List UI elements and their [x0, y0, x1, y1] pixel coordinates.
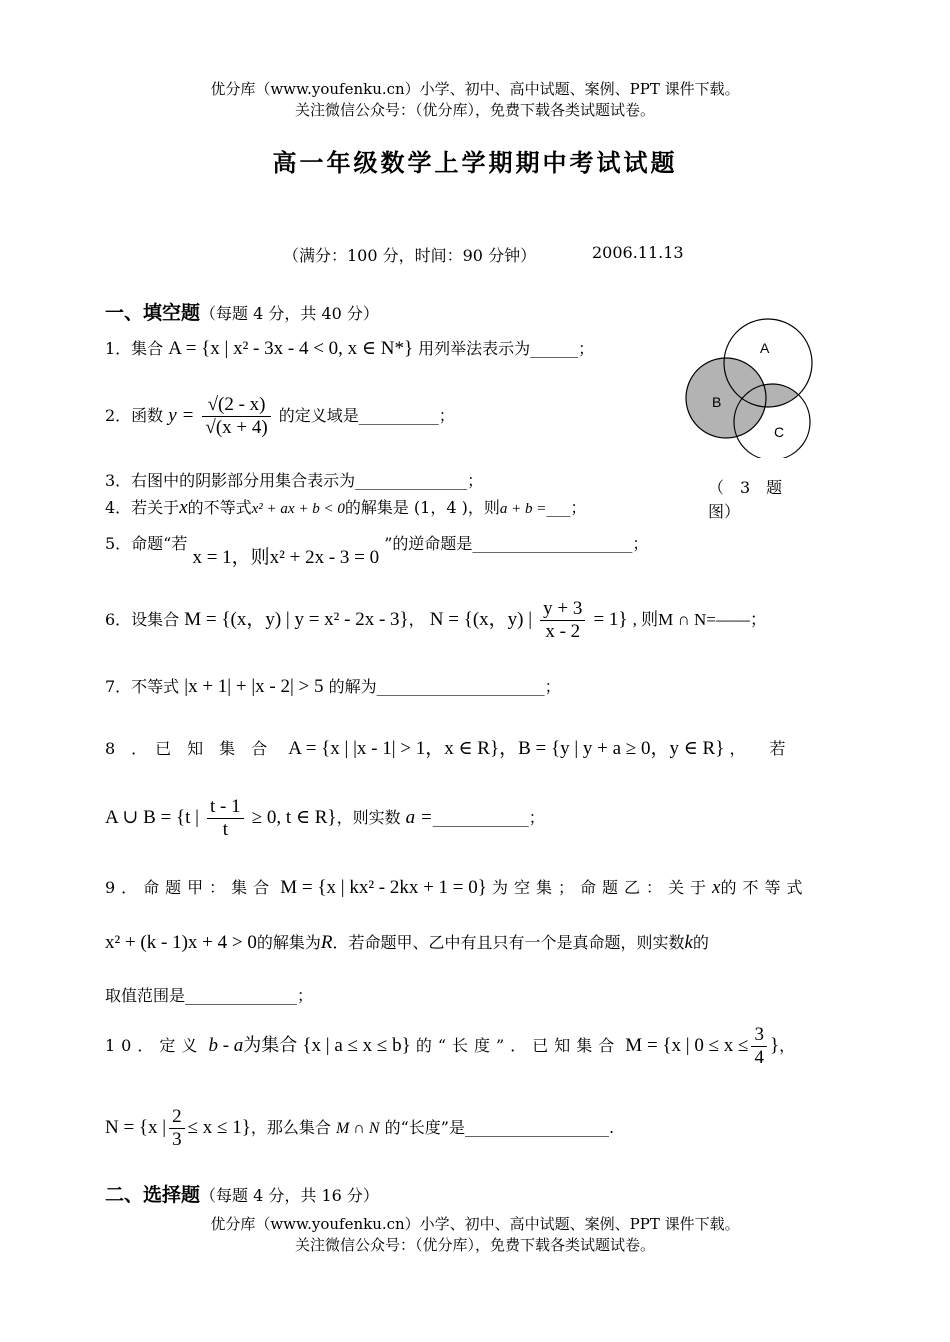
q8-numerator: t - 1	[207, 796, 244, 819]
question-9-line-2	[105, 930, 709, 954]
q10-n-denominator: 3	[172, 1129, 182, 1150]
q9-suffix2: 的	[692, 933, 709, 952]
question-2	[105, 394, 455, 439]
q6-denominator: x - 2	[545, 621, 581, 642]
section-2-heading	[105, 1180, 379, 1207]
q1-prefix: 1．集合	[105, 339, 164, 358]
q8-set-b: ，B = {y | y + a ≥ 0，y ∈ R}	[499, 738, 725, 759]
q8-union-end: ≥ 0, t ∈ R}	[251, 807, 337, 828]
q6-prefix: 6．设集合	[105, 610, 180, 629]
q10-m-fraction	[751, 1024, 767, 1069]
section-2-note: （每题 4 分，共 16 分）	[200, 1186, 379, 1205]
section-2-title: 二、选择题	[105, 1184, 201, 1206]
q4-suffix: ___；	[546, 498, 587, 517]
q10-mn: M ∩ N	[335, 1120, 380, 1137]
q2-y: y =	[168, 405, 195, 426]
question-4	[105, 495, 586, 519]
footer-line-1: 优分库（www.youfenku.cn）小学、初中、高中试题、案例、PPT 课件下载。	[210, 1215, 740, 1233]
q10-n-start: N = {x |	[105, 1117, 167, 1138]
q10-diff: b - a	[208, 1035, 244, 1056]
q6-set-n-start: N = {(x，y) |	[429, 609, 533, 630]
question-6	[105, 598, 767, 643]
q8-a: a =	[405, 807, 433, 828]
q6-suffix: , 则M ∩ N=——；	[632, 610, 767, 629]
venn-caption-1: （ 3 题	[708, 478, 783, 497]
q6-fraction	[540, 598, 585, 643]
question-10-line-1	[105, 1024, 795, 1069]
q9-k: k	[684, 932, 693, 953]
q2-numerator: √(2 - x)	[202, 394, 270, 417]
q8-union-start: A ∪ B = {t |	[105, 807, 199, 828]
q5-prefix: 5．命题“若	[105, 534, 188, 553]
q6-set-n-end: = 1}	[593, 609, 628, 630]
page-title: 高一年级数学上学期期中考试试题	[272, 148, 678, 177]
q9-x: x	[712, 877, 721, 898]
q1-set: A = {x | x² - 3x - 4 < 0, x ∈ N*}	[168, 338, 414, 359]
venn-label-b: B	[712, 394, 722, 410]
q10-m-start: M = {x | 0 ≤ x ≤	[625, 1035, 749, 1056]
q2-denominator: √(x + 4)	[205, 417, 268, 438]
venn-label-a: A	[760, 340, 770, 356]
q10-comma: ，	[779, 1036, 796, 1055]
q10-mid: 为集合	[243, 1035, 298, 1056]
q9-prefix: 9．命题甲：集合	[105, 878, 276, 897]
q9-mid2: 的解集为	[256, 933, 321, 952]
q9-r: R	[320, 932, 333, 953]
footer-line-2: 关注微信公众号：（优分库），免费下载各类试题试卷。	[294, 1236, 655, 1254]
q6-set-m: M = {(x，y) | y = x² - 2x - 3}	[184, 609, 409, 630]
q4-mid: 的不等式	[187, 498, 252, 517]
q10-suffix: 的“长度”是__________________.	[384, 1118, 615, 1137]
question-10-line-2	[105, 1106, 614, 1151]
q9-mid: 为空集；命题乙：关于	[491, 878, 712, 897]
question-9-line-1	[105, 875, 808, 899]
q7-prefix: 7．不等式	[105, 677, 180, 696]
q7-math: |x + 1| + |x - 2| > 5	[184, 676, 324, 697]
q10-n-end: ≤ x ≤ 1}	[187, 1117, 251, 1138]
header-line-1: 优分库（www.youfenku.cn）小学、初中、高中试题、案例、PPT 课件下载。	[210, 80, 740, 98]
q10-n-fraction	[169, 1106, 185, 1151]
q6-comma: ，	[408, 610, 425, 629]
question-8-line-2	[105, 796, 545, 841]
header-line-2: 关注微信公众号：（优分库），免费下载各类试题试卷。	[294, 101, 655, 119]
q9-inequality: x² + (k - 1)x + 4 > 0	[105, 932, 257, 953]
exam-info: （满分：100 分，时间：90 分钟）	[283, 246, 537, 265]
q2-fraction	[202, 394, 270, 439]
q2-prefix: 2．函数	[105, 406, 164, 425]
q10-mid2: 的“长度”．已知集合	[415, 1036, 621, 1055]
q10-m-numerator: 3	[751, 1024, 767, 1047]
q7-suffix: 的解为_____________________；	[328, 677, 561, 696]
question-5	[105, 528, 649, 568]
q4-prefix: 4．若关于	[105, 498, 180, 517]
question-3: 3．右图中的阴影部分用集合表示为______________；	[105, 471, 484, 490]
q10-m-denominator: 4	[754, 1047, 764, 1068]
q9-set-m: M = {x | kx² - 2kx + 1 = 0}	[280, 877, 487, 898]
venn-diagram	[680, 318, 820, 458]
q6-numerator: y + 3	[540, 598, 585, 621]
q9-suffix1: 的不等式	[720, 878, 809, 897]
section-1-note: （每题 4 分，共 40 分）	[200, 304, 379, 323]
q8-set-a: A = {x | |x - 1| > 1，x ∈ R}	[288, 738, 500, 759]
q10-mid3: ，那么集合	[250, 1118, 331, 1137]
question-1	[105, 336, 594, 360]
q8-denominator: t	[222, 819, 228, 840]
q10-set: {x | a ≤ x ≤ b}	[302, 1035, 411, 1056]
q8-ruo: ， 若	[729, 739, 786, 758]
q2-suffix: 的定义域是__________；	[278, 406, 455, 425]
q10-prefix: 10．定义	[105, 1036, 204, 1055]
q5-suffix: ”的逆命题是____________________；	[384, 534, 649, 553]
q8-fraction	[207, 796, 244, 841]
q8-mid: ，则实数	[336, 808, 401, 827]
venn-label-c: C	[774, 424, 785, 440]
question-7	[105, 674, 561, 698]
q1-suffix: 用列举法表示为______；	[418, 339, 595, 358]
q5-math: x = 1，则x² + 2x - 3 = 0	[192, 547, 380, 568]
section-1-title: 一、填空题	[105, 302, 201, 324]
q4-expr: a + b =	[499, 501, 547, 517]
q4-inequality: x² + ax + b < 0	[251, 501, 345, 517]
question-9-line-3: 取值范围是______________；	[105, 986, 314, 1005]
exam-date: 2006.11.13	[592, 243, 684, 262]
venn-caption-2: 图）	[708, 502, 741, 521]
q8-suffix: ____________；	[432, 808, 545, 827]
q8-prefix: 8 ． 已 知 集 合	[105, 739, 268, 758]
q9-mid3: ．若命题甲、乙中有且只有一个是真命题，则实数	[332, 933, 685, 952]
q4-x: x	[179, 497, 188, 518]
q10-m-end: }	[769, 1035, 780, 1056]
q10-n-numerator: 2	[169, 1106, 185, 1129]
q4-mid2: 的解集是 (1，4 )，则	[344, 498, 500, 517]
question-8-line-1	[105, 733, 785, 760]
section-1-heading	[105, 298, 379, 325]
